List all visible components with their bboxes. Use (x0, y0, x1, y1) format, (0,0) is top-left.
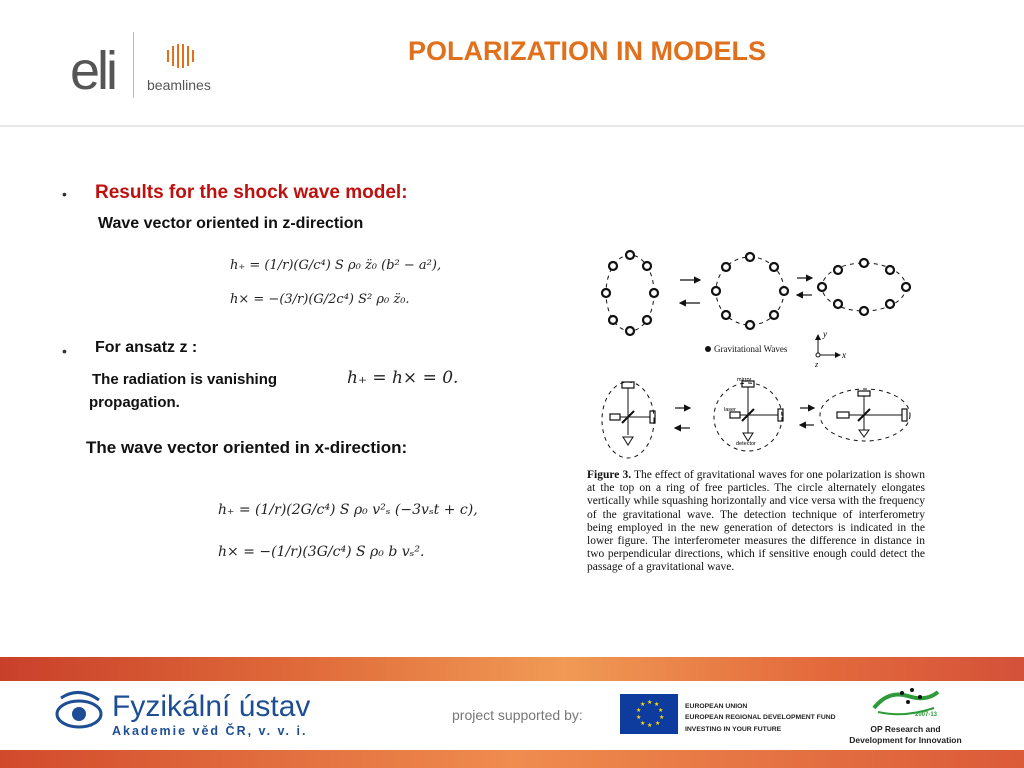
fzu-subtitle: Akademie věd ČR, v. v. i. (112, 724, 308, 738)
gravitational-wave-figure (590, 245, 930, 460)
svg-text:★: ★ (655, 720, 661, 727)
svg-text:★: ★ (654, 701, 660, 708)
figure-caption (587, 469, 925, 575)
svg-text:★: ★ (658, 707, 664, 714)
radiation-text: The radiation is vanishing (92, 371, 278, 388)
eli-logo (70, 40, 115, 102)
bullet-2-marker: • (62, 343, 67, 359)
logo-divider (133, 32, 134, 98)
particle-ring-circle (712, 253, 788, 329)
axis-z-label: z (815, 360, 819, 369)
eu-stars-icon (620, 694, 678, 734)
legend-label: Gravitational Waves (714, 344, 788, 354)
formula-h-cross-x: h× = −(1/r)(3G/c⁴) S ρ₀ b vₛ². (218, 544, 425, 560)
op-line-1: OP Research and (870, 724, 941, 734)
eu-flag-icon (620, 694, 678, 734)
ansatz-heading: For ansatz z : (95, 339, 198, 356)
eu-line-2: EUROPEAN REGIONAL DEVELOPMENT FUND (685, 714, 836, 721)
axis-y-label: y (823, 329, 827, 339)
formula-h-plus-z: h₊ = (1/r)(G/c⁴) S ρ₀ z̈₀ (b² − a²), (230, 258, 442, 273)
page-title: POLARIZATION IN MODELS (408, 36, 766, 66)
caption-text: The effect of gravitational waves for one polarization is shown at the top on a ring of free particles. The circle alternately elongates vertically while squashing horizontally and vice versa with the frequency of the gravitational wave. The detection technique of interferometry being employed in the new generation of detectors is indicated in the lower figure. The interferometer measures the difference in distance in two perpendicular directions, which if sensitive enough could detect the passage of a gravitational wave. (587, 469, 925, 574)
shock-wave-heading: Results for the shock wave model: (95, 182, 408, 203)
op-line-2: Development for Innovation (849, 735, 962, 745)
svg-text:★: ★ (647, 722, 653, 729)
axes-icon (816, 335, 840, 357)
propagation-text: propagation. (89, 394, 180, 411)
fzu-title: Fyzikální ústav (112, 690, 311, 723)
svg-text:★: ★ (636, 707, 642, 714)
interferometer-vertical (602, 382, 655, 458)
fzu-eye-logo-icon (55, 688, 107, 738)
eu-line-1: EUROPEAN UNION (685, 703, 748, 710)
formula-zero: h₊ = h× = 0. (347, 368, 459, 388)
logo-text: eli (70, 41, 116, 101)
beamlines-waves-icon (165, 42, 199, 70)
svg-text:★: ★ (636, 714, 642, 721)
x-direction-heading: The wave vector oriented in x-direction: (86, 438, 408, 457)
formula-h-cross-z: h× = −(3/r)(G/2c⁴) S² ρ₀ z̈₀. (230, 292, 410, 307)
footer-color-band (0, 657, 1024, 681)
laser-label: laser (724, 407, 736, 413)
footer-bottom-band (0, 750, 1024, 768)
eu-line-3: INVESTING IN YOUR FUTURE (685, 726, 782, 733)
bullet-1-marker: • (62, 186, 67, 202)
caption-label: Figure 3. (587, 469, 632, 481)
z-direction-subheading: Wave vector oriented in z-direction (98, 215, 364, 232)
svg-text:★: ★ (640, 720, 646, 727)
project-supported-label: project supported by: (452, 707, 583, 723)
particle-ring-vertical (602, 251, 658, 335)
header-divider (0, 125, 1024, 127)
svg-text:★: ★ (659, 714, 665, 721)
mirror-label: mirror (737, 377, 752, 383)
op-years: 2007-13 (915, 712, 938, 718)
detector-label: detector (736, 441, 756, 447)
particle-ring-horizontal (818, 259, 910, 315)
interferometer-horizontal (820, 389, 910, 441)
svg-text:★: ★ (647, 699, 653, 706)
svg-text:★: ★ (640, 701, 646, 708)
legend-dot-icon (705, 346, 711, 352)
logo-subtitle: beamlines (147, 77, 211, 93)
axis-x-label: x (842, 350, 846, 360)
formula-h-plus-x: h₊ = (1/r)(2G/c⁴) S ρ₀ v²ₛ (−3vₛt + c), (218, 502, 478, 518)
